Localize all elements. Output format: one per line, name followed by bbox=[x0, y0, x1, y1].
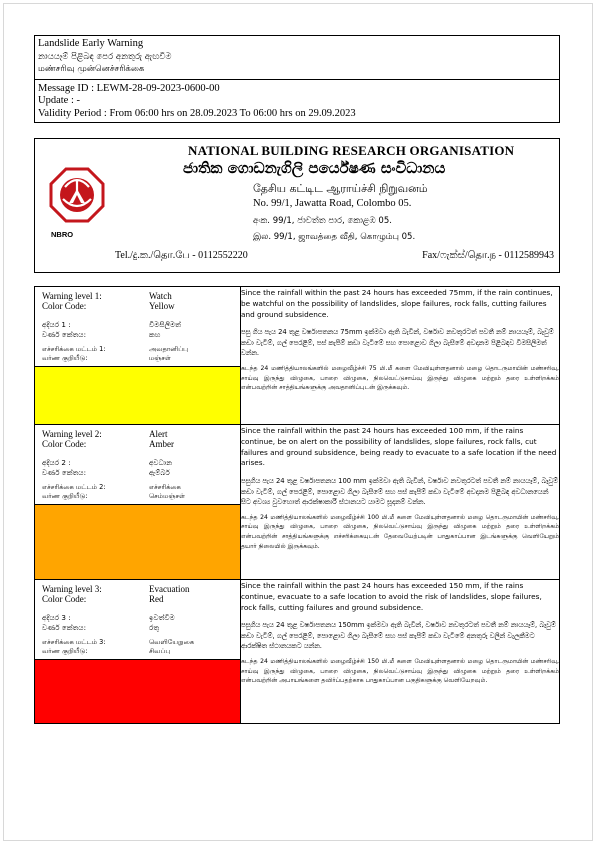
level-3-description-cell bbox=[241, 580, 560, 724]
level-3-ta-label: எச்சரிக்கை மட்டம் 3: bbox=[42, 638, 106, 646]
org-fax: Fax/ෆැක්ස්/தொ.ந - 0112589943 bbox=[422, 250, 554, 261]
level-3-desc-en: Since the rainfall within the past 24 hours has exceeded 150 mm, if the rains continue, evacuate to a safe location to avoid the risk of landslides, slope failures, rock falls, cutting failures and ground subsidence. bbox=[241, 581, 542, 612]
level-1-si-color-value: කහ bbox=[149, 329, 161, 339]
warning-header bbox=[34, 35, 560, 123]
level-3-ta-value: வெளியேறுகை bbox=[149, 638, 195, 646]
level-3-value: Evacuation bbox=[149, 584, 190, 594]
level-1-description-cell bbox=[241, 287, 560, 425]
level-2-ta-label: எச்சரிக்கை மட்டம் 2: bbox=[42, 483, 106, 491]
org-name-si: ජාතික ගොඩනැගිලි පර්යේෂණ සංවිධානය bbox=[183, 159, 446, 177]
level-2-si-color-value: ඇම්බර් bbox=[149, 467, 170, 477]
level-3-si-color-value: රතු bbox=[149, 622, 160, 632]
org-address-en: No. 99/1, Jawatta Road, Colombo 05. bbox=[253, 198, 412, 209]
level-2-ta-color-label: வர்ண குறியீடு: bbox=[42, 491, 88, 500]
level-1-si-label: අදියර 1 : bbox=[42, 320, 71, 329]
level-2-si-color-label: වර්ණ කේතය: bbox=[42, 467, 87, 477]
level-2-si-value: අවධාන bbox=[149, 458, 173, 467]
level-1-value: Watch bbox=[149, 291, 172, 301]
level-2-ta-color-value: செம்மஞ்சள் bbox=[149, 491, 186, 500]
level-1-row bbox=[35, 287, 560, 367]
level-1-color-label: Color Code: bbox=[42, 301, 87, 311]
level-3-color-value: Red bbox=[149, 594, 164, 604]
level-2-color-value: Amber bbox=[149, 439, 174, 449]
level-1-ta-value: அவதானிப்பு bbox=[149, 345, 189, 353]
org-address-ta: இல. 99/1, ஜாவத்தை வீதி, கொழும்பு 05. bbox=[253, 232, 416, 242]
title-si: නායයෑම් පිළිබඳ පෙර අනතුරු ඇඟවීම bbox=[38, 51, 172, 62]
level-2-row bbox=[35, 425, 560, 505]
level-2-color-swatch bbox=[35, 505, 241, 580]
level-3-desc-si: පසුගිය පැය 24 තුළ වර්ෂාපතනය 150mm ඉක්මවා ඇති බැවින්, වර්ෂාව නවතුරටත් පවතී නම් නායයෑම්, බෑවුම් කඩා වැටීම්, ගල් පෙරළීම්, පොළොව ගිලා බැසීමේ සහ පස් කැපීම් කඩා වැටීමේ අනතුරු වලින් වැලකීමට ආරක්ෂිත ස්ථානයකට යන්න. bbox=[241, 621, 556, 651]
level-1-desc-si: පසු ගිය පැය 24 තුළ වර්ෂාපතනය 75mm ඉක්මවා ඇති බැවින්, වර්ෂාව නවතුරටත් පවතී නම් නායයෑම්, බෑවුම් කඩා වැටීම්, ගල් පෙරළීම්, පස් කැපීම් කඩා වැටීමේ සහ පොළොව ගිලා බැසීමේ අවදානම පිළිබඳව විමසිලිමත් වන්න. bbox=[241, 328, 554, 358]
level-1-ta-color-label: வர்ண குறியீடு: bbox=[42, 353, 88, 362]
level-3-color-label: Color Code: bbox=[42, 594, 87, 604]
level-2-description-cell bbox=[241, 425, 560, 580]
level-1-color-value: Yellow bbox=[149, 301, 175, 311]
level-2-desc-si: පසුගිය පැය 24 තුළ වර්ෂාපතනය 100 mm ඉක්මවා ඇති බැවින්, වර්ෂාව නවතුරටත් පවතී නම් නායයෑම්, බෑවුම් කඩා වැටීම්, ගල් පෙරළීම්, පොළොව ගිලා බැසීමේ සහ පස් කැපීම් කඩා වැටීමේ අවදානම පිළිබඳ අවධානයෙන් සිට අවශ්‍ය වුවහොත් ආරක්ෂාකාරී ස්ථානයට යාමට සූදානම් වන්න. bbox=[241, 477, 559, 507]
level-3-label: Warning level 3: bbox=[42, 584, 102, 594]
org-name-en: NATIONAL BUILDING RESEARCH ORGANISATION bbox=[188, 143, 515, 158]
validity-period: Validity Period : From 06:00 hrs on 28.09.2023 To 06:00 hrs on 29.09.2023 bbox=[38, 107, 356, 119]
title-section bbox=[35, 36, 559, 80]
level-2-desc-ta: கடந்த 24 மணித்தியாலங்களில் மழைவீழ்ச்சி 100 மி.மீ களை மேவியுள்ளதனால் மழை தொடருமாயின் மண்சரிவு, சாய்வு இருந்து விழுகை, பாறை விழுகை, நிலவெட்டுசாய்வு இருந்து விழுகை மற்றும் தரை உள்ளிறக்கம் என்பவற்றின் சாத்தியங்களுக்கு எச்சரிக்கையுடன் தேவையேற்படின் பாதுகாப்பான இடங்களுக்கு வெளியேறும் தயார் நிலையில் இருக்கவும். bbox=[241, 513, 559, 551]
update-line: Update : - bbox=[38, 95, 80, 106]
message-section bbox=[35, 80, 559, 123]
organisation-box bbox=[34, 138, 560, 273]
level-1-label: Warning level 1: bbox=[42, 291, 102, 301]
level-1-si-color-label: වර්ණ කේතය: bbox=[42, 329, 87, 339]
level-3-si-color-label: වර්ණ කේතය: bbox=[42, 622, 87, 632]
title-ta: மண்சரிவு முன்னெச்சரிக்கை bbox=[38, 64, 145, 74]
org-name-ta: தேசிய கட்டிட ஆராய்ச்சி நிறுவனம் bbox=[253, 182, 428, 195]
level-3-ta-color-label: வர்ண குறியீடு: bbox=[42, 646, 88, 655]
level-2-desc-en: Since the rainfall within the past 24 hours has exceeded 100 mm, if the rains continue, be on alert on the possibility of landslides, slope failures, rock falls, cut failures and ground subsidence, being ready to evacuate to a safe location if the need arises. bbox=[241, 426, 557, 468]
level-2-ta-value: எச்சரிக்கை bbox=[149, 483, 181, 491]
level-2-info-cell bbox=[35, 425, 241, 505]
level-1-desc-ta: கடந்த 24 மணித்தியாலங்களில் மழைவீழ்ச்சி 75 மி.மீ களை மேவியுள்ளதனால் மழை தொடருமாயின் மண்சரிவு, சாய்வு இருந்து விழுகை, பாறை விழுகை, நிலவெட்டுசாய்வு இருந்து விழுகை மற்றும் தரை உள்ளிறக்கம் என்பவற்றின் சாத்தியங்களுக்கு அவதானிப்புடன் இருக்கவும். bbox=[241, 364, 559, 392]
logo-caption: NBRO bbox=[51, 230, 74, 239]
org-telephone: Tel./දු.ක./தொ.பே - 0112552220 bbox=[115, 250, 248, 261]
level-3-si-label: අදියර 3 : bbox=[42, 613, 71, 622]
level-2-si-label: අදියර 2 : bbox=[42, 458, 71, 467]
nbro-logo-icon bbox=[47, 165, 107, 231]
level-1-info-cell bbox=[35, 287, 241, 367]
level-3-si-value: ඉවත්වීම bbox=[149, 613, 175, 622]
level-3-row bbox=[35, 580, 560, 660]
org-address-si: අංක. 99/1, ජාවත්ත පාර, කොළඹ 05. bbox=[253, 216, 392, 226]
level-1-ta-label: எச்சரிக்கை மட்டம் 1: bbox=[42, 345, 106, 353]
level-1-si-value: විමසිලිමත් bbox=[149, 320, 181, 329]
level-1-color-swatch bbox=[35, 367, 241, 425]
title-en: Landslide Early Warning bbox=[38, 38, 144, 49]
level-3-info-cell bbox=[35, 580, 241, 660]
level-1-desc-en: Since the rainfall within the past 24 hours has exceeded 75mm, if the rain continues, be watchful on the possibility of landslides, slope failures, rock falls, cutting failures and ground subsidence. bbox=[241, 288, 553, 319]
level-2-value: Alert bbox=[149, 429, 168, 439]
level-1-ta-color-value: மஞ்சள் bbox=[149, 353, 171, 362]
level-3-desc-ta: கடந்த 24 மணித்தியாலங்களில் மழைவீழ்ச்சி 150 மி.மீ களை மேவியுள்ளதனால் மழை தொடருமாயின் மண்சரிவு, சாய்வு இருந்து விழுகை, பாறை விழுகை, நிலவெட்டுசாய்வு இருந்து விழுகை மற்றும் தரை உள்ளிறக்கம் என்பவற்றின் அபாயங்களை தவிர்ப்பதற்காக பாதுகாப்பான பகுதிகளுக்கு வெளியேறவும். bbox=[241, 657, 559, 685]
level-2-color-label: Color Code: bbox=[42, 439, 87, 449]
level-3-color-swatch bbox=[35, 660, 241, 724]
level-2-label: Warning level 2: bbox=[42, 429, 102, 439]
message-id: Message ID : LEWM-28-09-2023-0600-00 bbox=[38, 82, 220, 94]
warning-levels-table bbox=[34, 286, 560, 724]
level-3-ta-color-value: சிவப்பு bbox=[149, 646, 171, 655]
